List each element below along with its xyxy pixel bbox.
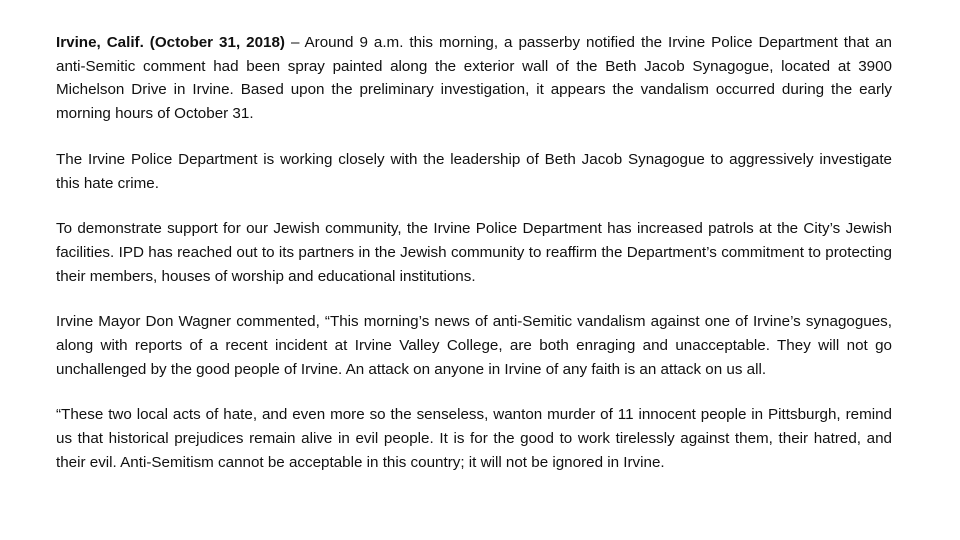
investigation-paragraph: The Irvine Police Department is working closely with the leadership of Beth Jacob Synagogue to aggressively investigate this hate crime. xyxy=(56,150,892,192)
mayor-quote-paragraph: “These two local acts of hate, and even more so the senseless, wanton murder of 11 innocent people in Pittsburgh, remind us that historical prejudices remain alive in evil people. It is for the good to work tirelessly against them, their hatred, and their evil. Anti-Semitism cannot be acceptable in this country; it will not be ignored in Irvine. xyxy=(56,406,892,471)
press-release-body xyxy=(56,31,892,497)
mayor-statement-paragraph: Irvine Mayor Don Wagner commented, “This morning’s news of anti-Semitic vandalism against one of Irvine’s synagogues, along with reports of a recent incident at Irvine Valley College, are both enraging and unacceptable. They will not go unchallenged by the good people of Irvine. An attack on anyone in Irvine of any faith is an attack on us all. xyxy=(56,313,892,378)
community-support-paragraph: To demonstrate support for our Jewish community, the Irvine Police Department has increased patrols at the City’s Jewish facilities. IPD has reached out to its partners in the Jewish community to reaffirm the Department’s commitment to protecting their members, houses of worship and educational institutions. xyxy=(56,220,892,285)
lead-paragraph xyxy=(56,31,892,126)
dateline: Irvine, Calif. (October 31, 2018) xyxy=(56,34,285,51)
lead-paragraph-text: – Around 9 a.m. this morning, a passerby notified the Irvine Police Department that an anti-Semitic comment had been spray painted along the exterior wall of the Beth Jacob Synagogue, located at 3900 Michelson Drive in Irvine. Based upon the preliminary investigation, it appears the vandalism occurred during the early morning hours of October 31. xyxy=(56,34,892,123)
